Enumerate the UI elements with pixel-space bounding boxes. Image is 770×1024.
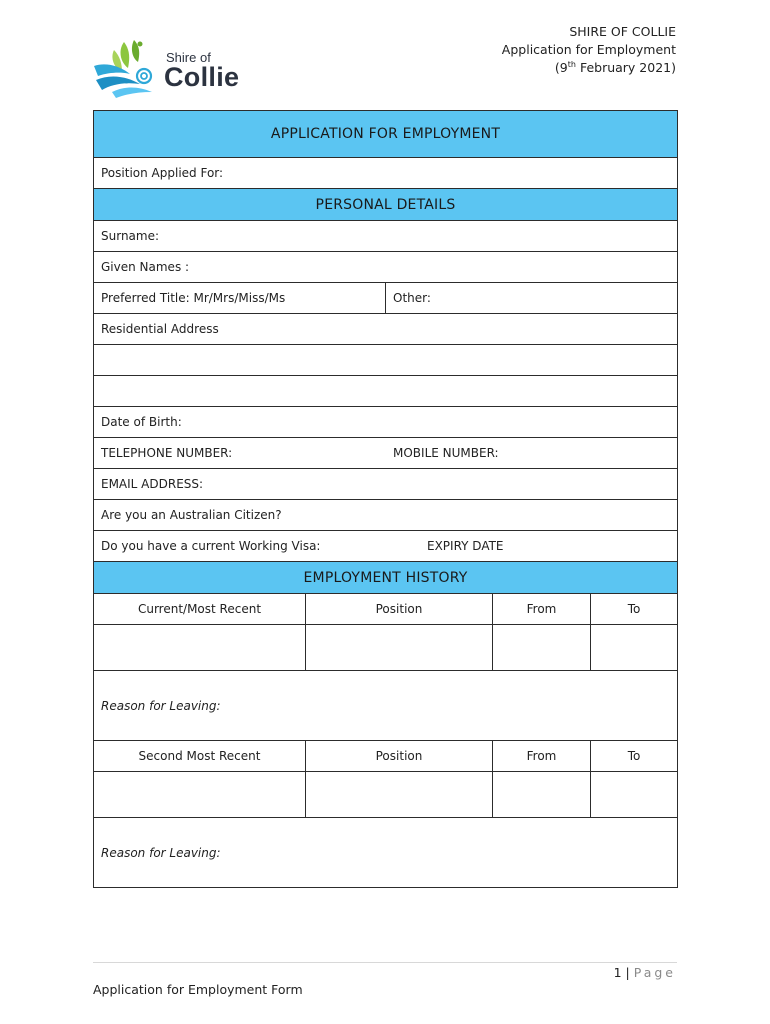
page-number [614,965,676,980]
second-position-cell[interactable] [306,772,493,818]
reason-for-leaving-current[interactable]: Reason for Leaving: [94,671,678,741]
form-title: APPLICATION FOR EMPLOYMENT [94,111,678,158]
page-separator: | [621,965,634,980]
shire-of-collie-logo [92,36,272,98]
current-recent-header: Current/Most Recent [94,594,306,625]
form-title-row [94,111,678,158]
telephone-label: TELEPHONE NUMBER: [101,446,233,460]
expiry-date-label: EXPIRY DATE [427,539,504,553]
email-field[interactable]: EMAIL ADDRESS: [94,469,678,500]
date-of-birth-field[interactable]: Date of Birth: [94,407,678,438]
residential-address-line-3[interactable] [94,376,678,407]
current-employer-cell[interactable] [94,625,306,671]
position-column-header-2: Position [306,741,493,772]
personal-details-header-row [94,189,678,221]
document-header [502,23,676,77]
employment-history-header: EMPLOYMENT HISTORY [94,562,678,594]
working-visa-label: Do you have a current Working Visa: [101,539,321,553]
phone-row[interactable] [94,438,678,469]
employment-history-header-row [94,562,678,594]
to-column-header: To [591,594,678,625]
surname-field[interactable]: Surname: [94,221,678,252]
second-employer-cell[interactable] [94,772,306,818]
from-column-header-2: From [493,741,591,772]
logo-shire-of-text: Shire of [166,50,211,65]
mobile-label: MOBILE NUMBER: [393,446,499,460]
page-word: Page [633,965,676,980]
footer-divider [93,962,677,963]
to-column-header-2: To [591,741,678,772]
residential-address-field[interactable]: Residential Address [94,314,678,345]
from-column-header: From [493,594,591,625]
header-date-open: (9 [554,60,568,75]
given-names-field[interactable]: Given Names : [94,252,678,283]
other-title-field[interactable]: Other: [386,283,678,314]
personal-details-header: PERSONAL DETAILS [94,189,678,221]
current-position-cell[interactable] [306,625,493,671]
current-to-cell[interactable] [591,625,678,671]
footer-form-name: Application for Employment Form [93,982,303,997]
logo-emblem-icon [92,36,172,98]
header-org: SHIRE OF COLLIE [569,24,676,39]
current-from-cell[interactable] [493,625,591,671]
header-doc-title: Application for Employment [501,42,676,57]
australian-citizen-field[interactable]: Are you an Australian Citizen? [94,500,678,531]
working-visa-row[interactable] [94,531,678,562]
reason-for-leaving-second[interactable]: Reason for Leaving: [94,818,678,888]
second-from-cell[interactable] [493,772,591,818]
header-date [502,59,676,77]
second-recent-header: Second Most Recent [94,741,306,772]
second-to-cell[interactable] [591,772,678,818]
position-applied-field[interactable]: Position Applied For: [94,158,678,189]
preferred-title-field[interactable]: Preferred Title: Mr/Mrs/Miss/Ms [94,283,386,314]
header-date-rest: February 2021) [575,60,676,75]
page-number-value: 1 [613,965,622,980]
residential-address-line-2[interactable] [94,345,678,376]
header-date-sup: th [567,59,576,69]
application-form-table [93,110,678,888]
position-column-header: Position [306,594,493,625]
logo-collie-text: Collie [164,62,240,92]
